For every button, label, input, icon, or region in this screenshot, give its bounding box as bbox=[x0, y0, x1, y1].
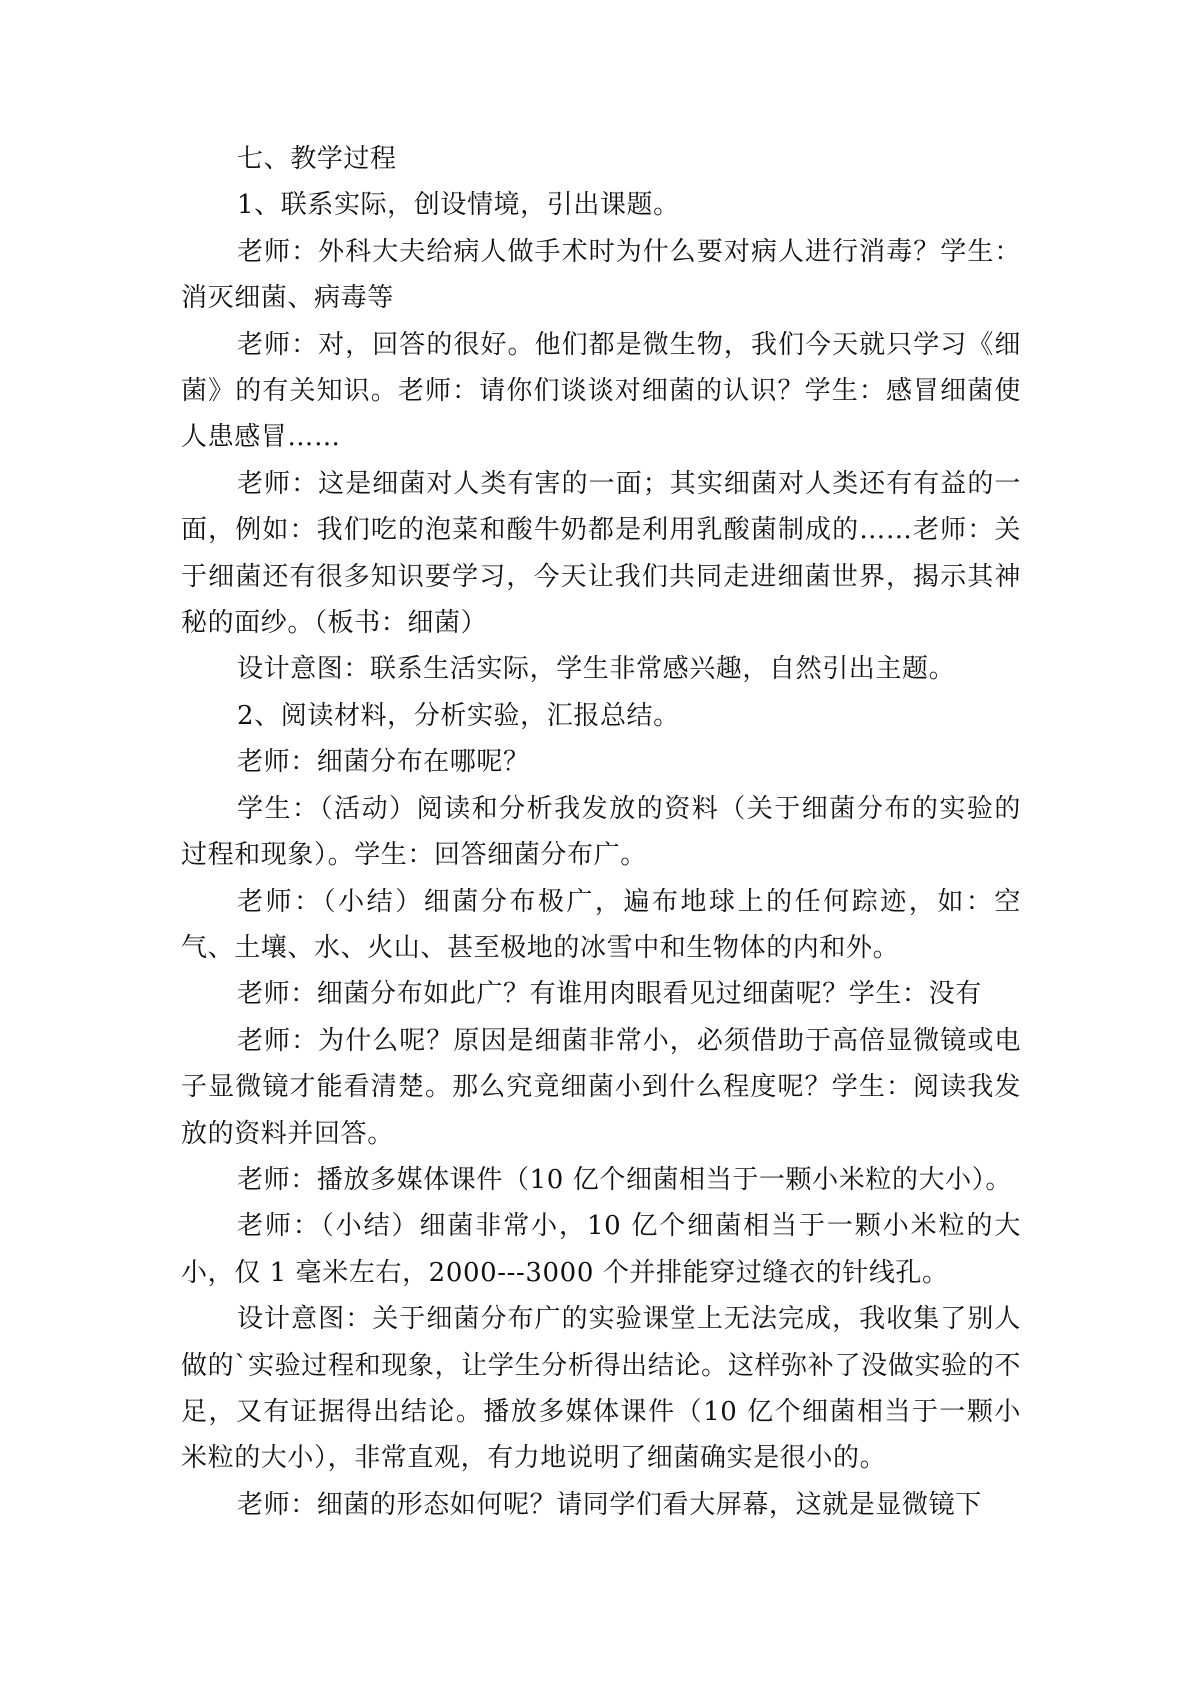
design-intent-paragraph: 设计意图：关于细菌分布广的实验课堂上无法完成，我收集了别人做的`实验过程和现象，让学生分析得出结论。这样弥补了没做实验的不足，又有证据得出结论。播放多媒体课件（10 亿个细菌相当于一颗小米粒的大小），非常直观，有力地说明了细菌确实是很小的。 bbox=[181, 1304, 1021, 1474]
paragraph: 老师：外科大夫给病人做手术时为什么要对病人进行消毒？学生：消灭细菌、病毒等 bbox=[181, 236, 1021, 314]
paragraph: 老师：（小结）细菌非常小，10 亿个细菌相当于一颗小米粒的大小，仅 1 毫米左右，2000---3000 个并排能穿过缝衣的针线孔。 bbox=[181, 1211, 1021, 1288]
paragraph: 学生：（活动）阅读和分析我发放的资料（关于细菌分布的实验的过程和现象）。学生：回答细菌分布广。 bbox=[181, 793, 1021, 871]
document-body bbox=[181, 136, 1021, 1528]
subsection-heading: 2、阅读材料，分析实验，汇报总结。 bbox=[237, 700, 680, 731]
paragraph: 老师：（小结）细菌分布极广，遍布地球上的任何踪迹，如：空气、土壤、水、火山、甚至极地的冰雪中和生物体的内和外。 bbox=[181, 886, 1021, 963]
paragraph: 老师：细菌分布在哪呢？ bbox=[237, 747, 530, 778]
paragraph: 老师：播放多媒体课件（10 亿个细菌相当于一颗小米粒的大小）。 bbox=[237, 1164, 1012, 1195]
paragraph: 老师：细菌分布如此广？有谁用肉眼看见过细菌呢？学生：没有 bbox=[237, 979, 982, 1010]
design-intent-paragraph: 设计意图：联系生活实际，学生非常感兴趣，自然引出主题。 bbox=[237, 654, 956, 685]
paragraph: 老师：为什么呢？原因是细菌非常小，必须借助于高倍显微镜或电子显微镜才能看清楚。那么究竟细菌小到什么程度呢？学生：阅读我发放的资料并回答。 bbox=[181, 1025, 1021, 1149]
section-heading: 七、教学过程 bbox=[237, 144, 397, 174]
paragraph: 老师：细菌的形态如何呢？请同学们看大屏幕，这就是显微镜下 bbox=[237, 1489, 982, 1520]
subsection-heading: 1、联系实际，创设情境，引出课题。 bbox=[237, 190, 680, 221]
paragraph: 老师：这是细菌对人类有害的一面；其实细菌对人类还有有益的一面，例如：我们吃的泡菜和酸牛奶都是利用乳酸菌制成的……老师：关于细菌还有很多知识要学习，今天让我们共同走进细菌世界，揭示其神秘的面纱。（板书：细菌） bbox=[181, 468, 1021, 639]
paragraph: 老师：对，回答的很好。他们都是微生物，我们今天就只学习《细菌》的有关知识。老师：请你们谈谈对细菌的认识？学生：感冒细菌使人患感冒…… bbox=[181, 329, 1021, 453]
